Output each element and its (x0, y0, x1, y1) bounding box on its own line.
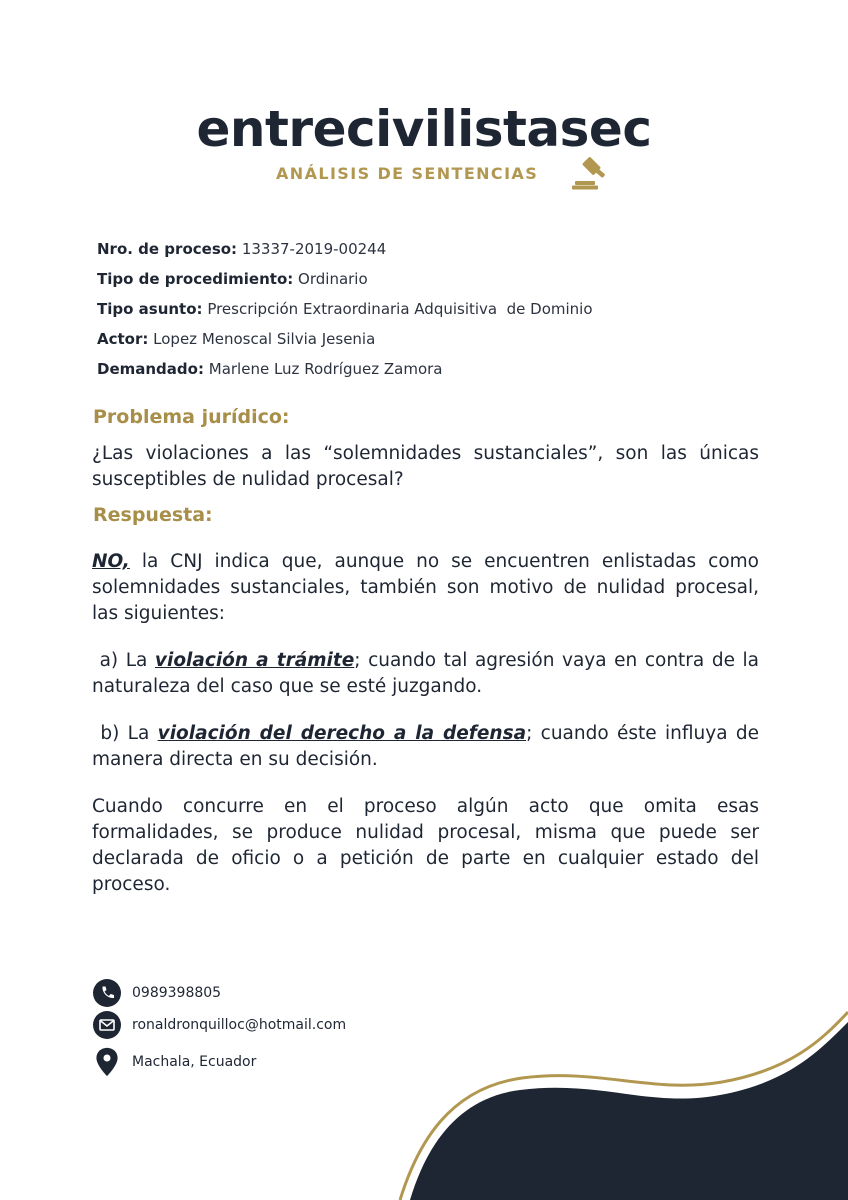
actor-label: Actor: (97, 330, 149, 348)
case-defendant-row (97, 358, 593, 388)
contact-email (92, 1010, 346, 1040)
case-procedure-row (97, 268, 593, 298)
item-b-text: ; cuando éste influya de manera directa en su decisión. (92, 723, 765, 770)
item-a-text: ; cuando tal agresión vaya en contra de la naturaleza del caso que se esté juzgando. (92, 650, 765, 697)
contact-phone-text: 0989398805 (132, 985, 222, 1001)
brand-tagline: ANÁLISIS DE SENTENCIAS (276, 164, 539, 183)
gavel-icon (572, 156, 610, 190)
defendant-value: Marlene Luz Rodríguez Zamora (208, 360, 443, 378)
actor-value: Lopez Menoscal Silvia Jesenia (153, 330, 376, 348)
case-details (97, 238, 593, 388)
location-pin-icon (92, 1047, 122, 1077)
process-number-label: Nro. de proceso: (97, 240, 238, 258)
email-icon (92, 1010, 122, 1040)
case-actor-row (97, 328, 593, 358)
contact-phone (92, 978, 221, 1008)
case-matter-row (97, 298, 593, 328)
contact-location (92, 1047, 256, 1077)
matter-type-label: Tipo asunto: (97, 300, 203, 318)
answer-emphasis-no: NO, (92, 551, 130, 572)
answer-conclusion: Cuando concurre en el proceso algún acto que omita esas formalidades, se produce nulidad procesal, misma que puede ser declarada de oficio o a petición de parte en cualquier estado del proceso. (92, 796, 759, 895)
answer-intro (92, 549, 759, 627)
brand-logo-text: entrecivilistasec (196, 100, 652, 158)
contact-location-text: Machala, Ecuador (132, 1054, 257, 1070)
case-process-row (97, 238, 593, 268)
item-b-prefix: b) La (92, 723, 158, 744)
problem-text: ¿Las violaciones a las “solemnidades sustanciales”, son las únicas susceptibles de nulidad procesal? (92, 443, 759, 490)
answer-heading: Respuesta: (93, 504, 213, 526)
matter-type-value: Prescripción Extraordinaria Adquisitiva de Dominio (207, 300, 593, 318)
procedure-type-value: Ordinario (298, 270, 368, 288)
answer-item-a (92, 648, 765, 700)
process-number-value: 13337-2019-00244 (241, 240, 387, 258)
phone-icon (92, 978, 122, 1008)
item-a-emphasis: violación a trámite (154, 650, 355, 671)
item-b-emphasis: violación del derecho a la defensa (157, 723, 527, 744)
problem-heading: Problema jurídico: (93, 406, 290, 428)
contact-email-text: ronaldronquilloc@hotmail.com (132, 1017, 347, 1033)
answer-item-b (92, 721, 765, 773)
defendant-label: Demandado: (97, 360, 204, 378)
procedure-type-label: Tipo de procedimiento: (97, 270, 294, 288)
answer-intro-text: la CNJ indica que, aunque no se encuentren enlistadas como solemnidades sustanciales, también son motivo de nulidad procesal, las siguientes: (92, 551, 759, 624)
item-a-prefix: a) La (92, 650, 155, 671)
